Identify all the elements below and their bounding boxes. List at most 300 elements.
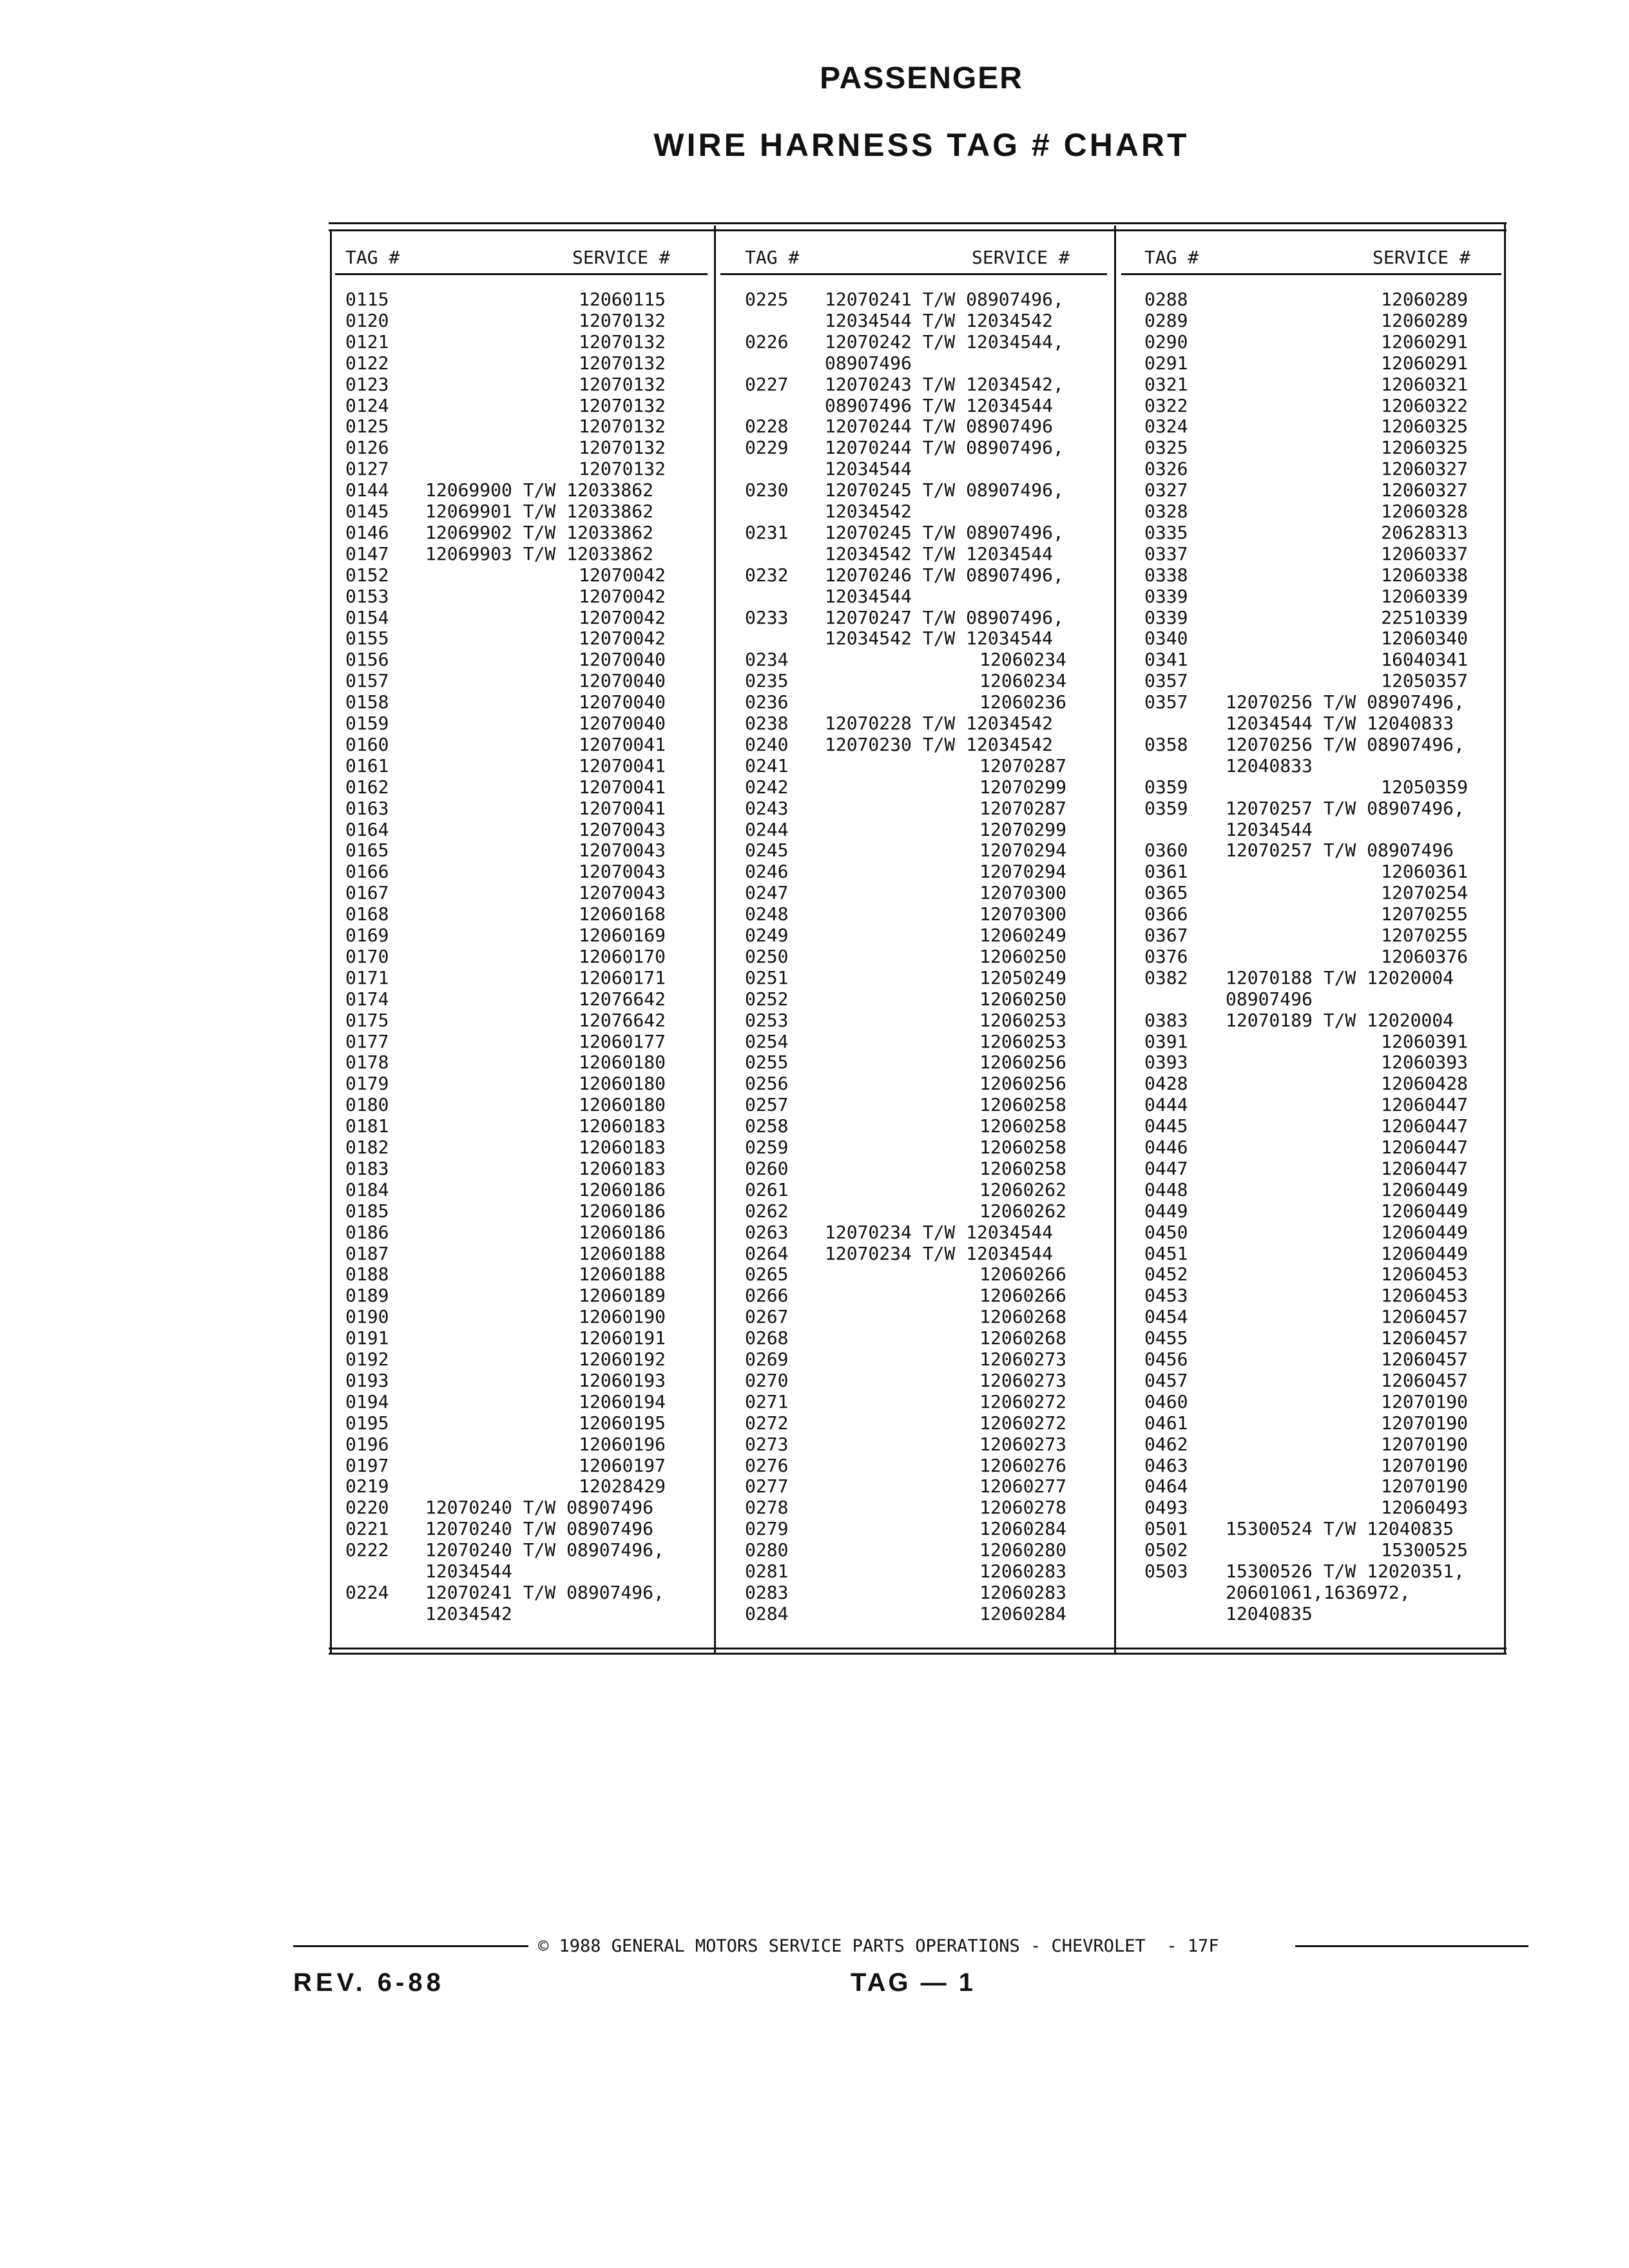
service-number: 12060447	[1381, 1137, 1468, 1158]
tag-number: 0291	[1144, 352, 1188, 374]
service-number: 12070042	[579, 564, 666, 586]
tag-number: 0382	[1144, 966, 1188, 988]
service-number: 12060447	[1381, 1115, 1468, 1137]
service-number: 12070190	[1381, 1475, 1468, 1497]
tag-number: 0339	[1144, 606, 1188, 628]
service-number: 12060325	[1381, 416, 1468, 437]
service-number: 12076642	[579, 988, 666, 1010]
tag-number: 0169	[345, 925, 389, 946]
service-number: 12070242 T/W 12034544,	[825, 331, 1064, 352]
tag-number: 0187	[345, 1242, 389, 1264]
service-number: 12060190	[579, 1306, 666, 1328]
tag-number: 0283	[745, 1581, 789, 1603]
service-number: 22510339	[1381, 606, 1468, 628]
tag-number: 0167	[345, 882, 389, 904]
tag-number: 0127	[345, 458, 389, 480]
service-number: 12034544	[1226, 818, 1313, 840]
tag-number: 0452	[1144, 1264, 1188, 1285]
service-number: 12060188	[579, 1264, 666, 1285]
service-number: 08907496	[1226, 988, 1313, 1010]
tag-number: 0126	[345, 437, 389, 459]
service-number: 20601061,1636972,	[1226, 1581, 1411, 1603]
service-number: 12070255	[1381, 903, 1468, 925]
service-number: 12060186	[579, 1178, 666, 1200]
service-header: SERVICE #	[572, 247, 670, 268]
tag-number: 0444	[1144, 1094, 1188, 1116]
tag-number: 0338	[1144, 564, 1188, 586]
service-number: 12070189 T/W 12020004	[1226, 1009, 1454, 1031]
column-divider	[1114, 226, 1116, 1655]
tag-number: 0197	[345, 1454, 389, 1476]
page-title: PASSENGER	[820, 61, 1023, 95]
tag-number: 0115	[345, 289, 389, 310]
service-number: 12060457	[1381, 1369, 1468, 1391]
tag-number: 0233	[745, 606, 789, 628]
service-number: 12034544	[425, 1561, 512, 1582]
tag-number: 0221	[345, 1518, 389, 1540]
tag-number: 0174	[345, 988, 389, 1010]
service-number: 12070287	[979, 754, 1066, 776]
service-number: 12060449	[1381, 1178, 1468, 1200]
service-number: 12070299	[979, 818, 1066, 840]
service-number: 12060256	[979, 1073, 1066, 1095]
service-number: 12070245 T/W 08907496,	[825, 521, 1064, 543]
footer-rule-right	[1295, 1945, 1528, 1947]
tag-number: 0249	[745, 925, 789, 946]
service-number: 12070244 T/W 08907496	[825, 416, 1054, 437]
revision-label: REV. 6-88	[293, 1968, 445, 1997]
copyright-footer: © 1988 GENERAL MOTORS SERVICE PARTS OPERATIONS - CHEVROLET - 17F	[538, 1936, 1219, 1956]
tag-number: 0501	[1144, 1518, 1188, 1540]
tag-number: 0177	[345, 1030, 389, 1052]
tag-number: 0461	[1144, 1412, 1188, 1434]
service-number: 12070042	[579, 585, 666, 607]
table-bottom-rule	[329, 1648, 1507, 1649]
service-number: 12070040	[579, 713, 666, 734]
tag-number: 0445	[1144, 1115, 1188, 1137]
tag-number: 0171	[345, 966, 389, 988]
tag-number: 0251	[745, 966, 789, 988]
service-number: 12070041	[579, 797, 666, 819]
tag-number: 0262	[745, 1200, 789, 1222]
tag-number: 0449	[1144, 1200, 1188, 1222]
tag-number: 0358	[1144, 733, 1188, 755]
service-number: 12060268	[979, 1306, 1066, 1328]
tag-number: 0146	[345, 521, 389, 543]
tag-number: 0248	[745, 903, 789, 925]
tag-number: 0235	[745, 670, 789, 692]
service-number: 12070287	[979, 797, 1066, 819]
tag-number: 0189	[345, 1285, 389, 1307]
tag-number: 0455	[1144, 1327, 1188, 1349]
tag-number: 0180	[345, 1094, 389, 1116]
tag-number: 0357	[1144, 670, 1188, 692]
tag-number: 0164	[345, 818, 389, 840]
tag-number: 0225	[745, 289, 789, 310]
service-number: 12060289	[1381, 309, 1468, 331]
service-number: 12060428	[1381, 1073, 1468, 1095]
service-number: 15300524 T/W 12040835	[1226, 1518, 1454, 1540]
service-number: 12070240 T/W 08907496,	[425, 1539, 664, 1561]
service-number: 12034544 T/W 12034542	[825, 309, 1054, 331]
tag-number: 0277	[745, 1475, 789, 1497]
service-number: 12060183	[579, 1157, 666, 1179]
service-number: 12060193	[579, 1369, 666, 1391]
tag-number: 0271	[745, 1390, 789, 1412]
tag-number: 0460	[1144, 1390, 1188, 1412]
service-number: 12070132	[579, 373, 666, 395]
service-number: 12060183	[579, 1115, 666, 1137]
service-number: 12060321	[1381, 373, 1468, 395]
tag-header: TAG #	[345, 247, 400, 268]
service-number: 12070245 T/W 08907496,	[825, 479, 1064, 501]
service-number: 12070040	[579, 649, 666, 671]
tag-number: 0192	[345, 1349, 389, 1370]
tag-number: 0260	[745, 1157, 789, 1179]
service-number: 15300526 T/W 12020351,	[1226, 1561, 1465, 1582]
service-number: 12060234	[979, 649, 1066, 671]
tag-number: 0247	[745, 882, 789, 904]
service-number: 12060327	[1381, 458, 1468, 480]
tag-number: 0493	[1144, 1497, 1188, 1519]
service-number: 12060339	[1381, 585, 1468, 607]
service-number: 12060180	[579, 1052, 666, 1073]
service-number: 12070246 T/W 08907496,	[825, 564, 1064, 586]
service-number: 12070132	[579, 437, 666, 459]
tag-number: 0241	[745, 754, 789, 776]
service-number: 12060457	[1381, 1306, 1468, 1328]
service-number: 12070190	[1381, 1390, 1468, 1412]
tag-number: 0162	[345, 776, 389, 798]
table-right-border	[1504, 222, 1506, 1655]
tag-number: 0259	[745, 1137, 789, 1158]
tag-number: 0120	[345, 309, 389, 331]
service-number: 12060280	[979, 1539, 1066, 1561]
tag-number: 0219	[345, 1475, 389, 1497]
service-number: 12070256 T/W 08907496,	[1226, 733, 1465, 755]
service-number: 12060191	[579, 1327, 666, 1349]
service-number: 12060194	[579, 1390, 666, 1412]
tag-number: 0155	[345, 628, 389, 649]
header-underline	[1121, 273, 1501, 275]
tag-number: 0325	[1144, 437, 1188, 459]
service-number: 12060340	[1381, 628, 1468, 649]
tag-number: 0145	[345, 501, 389, 522]
service-number: 12060169	[579, 925, 666, 946]
service-number: 12034542 T/W 12034544	[825, 543, 1054, 564]
tag-number: 0153	[345, 585, 389, 607]
tag-number: 0188	[345, 1264, 389, 1285]
tag-number: 0328	[1144, 501, 1188, 522]
tag-number: 0236	[745, 691, 789, 713]
tag-number: 0456	[1144, 1349, 1188, 1370]
tag-number: 0232	[745, 564, 789, 586]
service-number: 12060188	[579, 1242, 666, 1264]
tag-number: 0245	[745, 840, 789, 861]
service-number: 12060337	[1381, 543, 1468, 564]
service-number: 12060273	[979, 1433, 1066, 1455]
tag-number: 0272	[745, 1412, 789, 1434]
tag-number: 0158	[345, 691, 389, 713]
service-number: 12034544 T/W 12040833	[1226, 713, 1454, 734]
tag-number: 0227	[745, 373, 789, 395]
service-number: 12060250	[979, 988, 1066, 1010]
service-number: 12060376	[1381, 945, 1468, 967]
tag-number: 0357	[1144, 691, 1188, 713]
chart-title: WIRE HARNESS TAG # CHART	[653, 127, 1190, 163]
service-number: 12060291	[1381, 331, 1468, 352]
tag-number: 0252	[745, 988, 789, 1010]
table-top-rule-inner	[329, 229, 1507, 231]
tag-number: 0243	[745, 797, 789, 819]
service-number: 12060249	[979, 925, 1066, 946]
tag-number: 0194	[345, 1390, 389, 1412]
tag-number: 0265	[745, 1264, 789, 1285]
tag-number: 0152	[345, 564, 389, 586]
tag-number: 0428	[1144, 1073, 1188, 1095]
tag-number: 0124	[345, 394, 389, 416]
tag-number: 0263	[745, 1221, 789, 1243]
service-number: 12060457	[1381, 1327, 1468, 1349]
tag-number: 0157	[345, 670, 389, 692]
tag-number: 0324	[1144, 416, 1188, 437]
service-number: 12070042	[579, 606, 666, 628]
service-number: 12070040	[579, 691, 666, 713]
service-number: 12060453	[1381, 1264, 1468, 1285]
tag-number: 0175	[345, 1009, 389, 1031]
service-number: 12070257 T/W 08907496	[1226, 840, 1454, 861]
service-number: 12060177	[579, 1030, 666, 1052]
footer-rule-left	[293, 1945, 528, 1947]
column-divider	[714, 226, 716, 1655]
page-number: TAG — 1	[851, 1968, 976, 1997]
tag-number: 0376	[1144, 945, 1188, 967]
service-number: 12060266	[979, 1285, 1066, 1307]
service-number: 12060171	[579, 966, 666, 988]
tag-number: 0257	[745, 1094, 789, 1116]
tag-number: 0367	[1144, 925, 1188, 946]
service-number: 12070299	[979, 776, 1066, 798]
service-number: 12060268	[979, 1327, 1066, 1349]
service-number: 12060327	[1381, 479, 1468, 501]
service-number: 12060180	[579, 1094, 666, 1116]
tag-number: 0165	[345, 840, 389, 861]
tag-number: 0279	[745, 1518, 789, 1540]
service-number: 12060449	[1381, 1242, 1468, 1264]
service-number: 12060453	[1381, 1285, 1468, 1307]
table-left-border	[330, 229, 332, 1655]
tag-number: 0156	[345, 649, 389, 671]
table-bottom-rule-inner	[329, 1653, 1507, 1655]
tag-number: 0454	[1144, 1306, 1188, 1328]
service-number: 12070228 T/W 12034542	[825, 713, 1054, 734]
service-number: 12070300	[979, 882, 1066, 904]
tag-number: 0284	[745, 1602, 789, 1624]
tag-number: 0290	[1144, 331, 1188, 352]
service-number: 12060328	[1381, 501, 1468, 522]
service-number: 12070188 T/W 12020004	[1226, 966, 1454, 988]
tag-number: 0144	[345, 479, 389, 501]
tag-number: 0337	[1144, 543, 1188, 564]
service-number: 12060256	[979, 1052, 1066, 1073]
service-number: 12060250	[979, 945, 1066, 967]
service-number: 12060272	[979, 1390, 1066, 1412]
service-number: 12070043	[579, 818, 666, 840]
service-number: 12028429	[579, 1475, 666, 1497]
service-number: 12070241 T/W 08907496,	[425, 1581, 664, 1603]
tag-number: 0234	[745, 649, 789, 671]
service-number: 12060273	[979, 1369, 1066, 1391]
tag-number: 0339	[1144, 585, 1188, 607]
tag-number: 0185	[345, 1200, 389, 1222]
tag-number: 0193	[345, 1369, 389, 1391]
service-number: 12060262	[979, 1200, 1066, 1222]
service-number: 12060236	[979, 691, 1066, 713]
service-number: 12060447	[1381, 1094, 1468, 1116]
service-number: 12060447	[1381, 1157, 1468, 1179]
tag-number: 0163	[345, 797, 389, 819]
service-number: 12070040	[579, 670, 666, 692]
service-number: 12070256 T/W 08907496,	[1226, 691, 1465, 713]
tag-number: 0229	[745, 437, 789, 459]
service-number: 12070243 T/W 12034542,	[825, 373, 1064, 395]
service-number: 08907496	[825, 352, 912, 374]
tag-number: 0183	[345, 1157, 389, 1179]
tag-number: 0226	[745, 331, 789, 352]
service-number: 12060180	[579, 1073, 666, 1095]
tag-number: 0184	[345, 1178, 389, 1200]
tag-number: 0281	[745, 1561, 789, 1582]
tag-number: 0289	[1144, 309, 1188, 331]
service-number: 12070240 T/W 08907496	[425, 1518, 654, 1540]
tag-number: 0170	[345, 945, 389, 967]
tag-number: 0182	[345, 1137, 389, 1158]
tag-number: 0238	[745, 713, 789, 734]
tag-number: 0266	[745, 1285, 789, 1307]
tag-number: 0159	[345, 713, 389, 734]
tag-number: 0270	[745, 1369, 789, 1391]
service-number: 12070041	[579, 776, 666, 798]
tag-number: 0450	[1144, 1221, 1188, 1243]
tag-number: 0125	[345, 416, 389, 437]
tag-number: 0451	[1144, 1242, 1188, 1264]
tag-number: 0250	[745, 945, 789, 967]
service-number: 12070042	[579, 628, 666, 649]
service-number: 12034542	[825, 501, 912, 522]
service-number: 12060234	[979, 670, 1066, 692]
service-number: 12060258	[979, 1094, 1066, 1116]
tag-number: 0166	[345, 861, 389, 883]
service-number: 12060262	[979, 1178, 1066, 1200]
tag-number: 0341	[1144, 649, 1188, 671]
service-number: 12070043	[579, 861, 666, 883]
tag-number: 0147	[345, 543, 389, 564]
service-number: 12060283	[979, 1561, 1066, 1582]
service-number: 12070132	[579, 416, 666, 437]
service-number: 12070234 T/W 12034544	[825, 1242, 1054, 1264]
service-number: 12040833	[1226, 754, 1313, 776]
service-number: 12060253	[979, 1030, 1066, 1052]
service-number: 12070230 T/W 12034542	[825, 733, 1054, 755]
tag-number: 0181	[345, 1115, 389, 1137]
tag-number: 0273	[745, 1433, 789, 1455]
tag-number: 0121	[345, 331, 389, 352]
tag-number: 0196	[345, 1433, 389, 1455]
tag-number: 0446	[1144, 1137, 1188, 1158]
tag-number: 0255	[745, 1052, 789, 1073]
service-number: 12060449	[1381, 1200, 1468, 1222]
tag-number: 0393	[1144, 1052, 1188, 1073]
service-number: 12069901 T/W 12033862	[425, 501, 654, 522]
tag-number: 0123	[345, 373, 389, 395]
tag-number: 0361	[1144, 861, 1188, 883]
service-number: 12070132	[579, 458, 666, 480]
service-number: 12069903 T/W 12033862	[425, 543, 654, 564]
service-number: 12060197	[579, 1454, 666, 1476]
service-number: 12034542	[425, 1602, 512, 1624]
service-number: 12060258	[979, 1157, 1066, 1179]
tag-number: 0457	[1144, 1369, 1188, 1391]
service-number: 12060393	[1381, 1052, 1468, 1073]
tag-number: 0240	[745, 733, 789, 755]
service-number: 16040341	[1381, 649, 1468, 671]
service-number: 12070240 T/W 08907496	[425, 1497, 654, 1519]
tag-number: 0179	[345, 1073, 389, 1095]
service-number: 12070255	[1381, 925, 1468, 946]
table-top-rule	[329, 222, 1507, 224]
tag-number: 0256	[745, 1073, 789, 1095]
service-number: 12060195	[579, 1412, 666, 1434]
tag-number: 0447	[1144, 1157, 1188, 1179]
service-number: 12070132	[579, 331, 666, 352]
service-number: 12060183	[579, 1137, 666, 1158]
service-number: 12034544	[825, 585, 912, 607]
tag-number: 0503	[1144, 1561, 1188, 1582]
tag-number: 0278	[745, 1497, 789, 1519]
service-number: 12060115	[579, 289, 666, 310]
service-number: 12060273	[979, 1349, 1066, 1370]
tag-number: 0288	[1144, 289, 1188, 310]
service-number: 12060493	[1381, 1497, 1468, 1519]
tag-number: 0269	[745, 1349, 789, 1370]
service-number: 12060272	[979, 1412, 1066, 1434]
service-number: 12070257 T/W 08907496,	[1226, 797, 1465, 819]
service-number: 12070043	[579, 840, 666, 861]
service-number: 12070234 T/W 12034544	[825, 1221, 1054, 1243]
service-number: 12070132	[579, 352, 666, 374]
service-number: 12060253	[979, 1009, 1066, 1031]
tag-number: 0160	[345, 733, 389, 755]
tag-number: 0178	[345, 1052, 389, 1073]
service-number: 12070132	[579, 309, 666, 331]
tag-number: 0383	[1144, 1009, 1188, 1031]
header-underline	[720, 273, 1107, 275]
service-number: 12050357	[1381, 670, 1468, 692]
service-number: 12040835	[1226, 1602, 1313, 1624]
service-number: 12070041	[579, 733, 666, 755]
tag-number: 0154	[345, 606, 389, 628]
tag-number: 0161	[345, 754, 389, 776]
service-number: 12070132	[579, 394, 666, 416]
service-number: 12034542 T/W 12034544	[825, 628, 1054, 649]
tag-number: 0224	[345, 1581, 389, 1603]
tag-number: 0326	[1144, 458, 1188, 480]
tag-number: 0231	[745, 521, 789, 543]
service-number: 12060278	[979, 1497, 1066, 1519]
tag-number: 0322	[1144, 394, 1188, 416]
tag-number: 0462	[1144, 1433, 1188, 1455]
tag-number: 0222	[345, 1539, 389, 1561]
